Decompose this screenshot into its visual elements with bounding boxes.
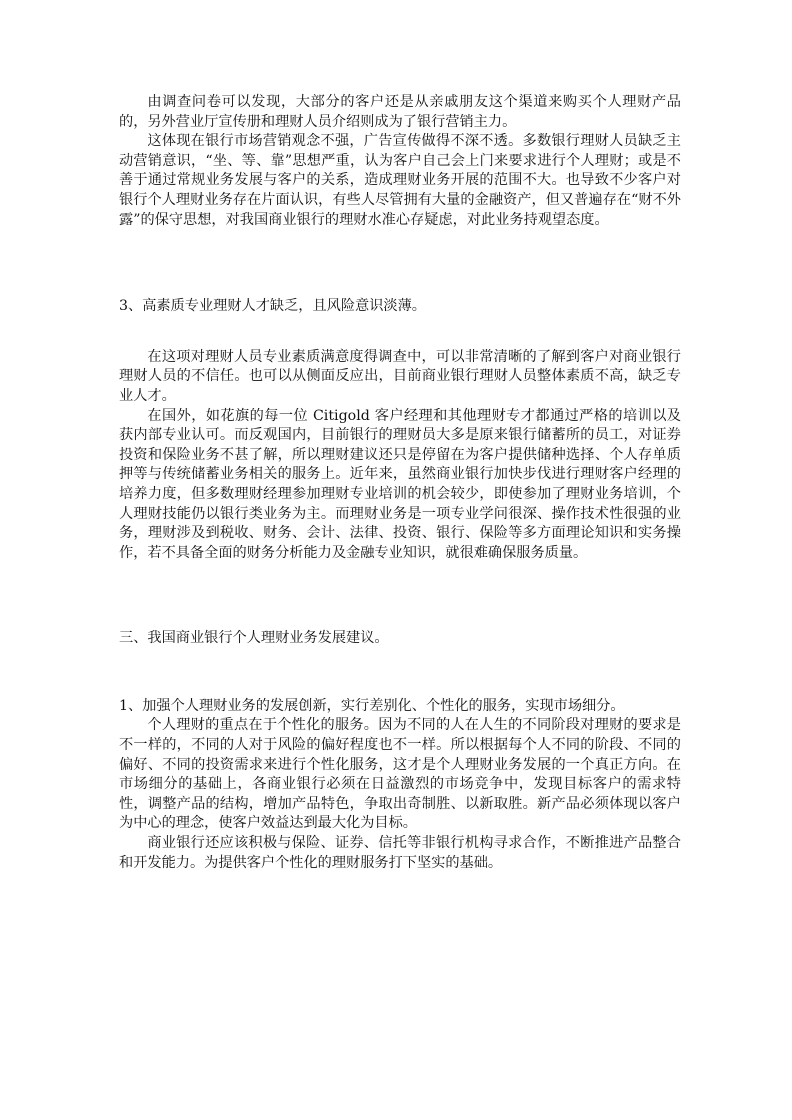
section-1-block <box>119 697 681 873</box>
section-1-heading: 1、加强个人理财业务的发展创新，实行差别化、个性化的服务，实现市场细分。 <box>119 697 625 714</box>
section-1-paragraph-1: 个人理财的重点在于个性化的服务。因为不同的人在人生的不同阶段对理财的要求是不一样的，不同的人对于风险的偏好程度也不一样。所以根据每个人不同的阶段、不同的偏好、不同的投资需求来进行个性化服务，这才是个人理财业务发展的一个真正方向。在市场细分的基础上，各商业银行必须在日益激烈的市场竞争中，发现目标客户的需求特性，调整产品的结构，增加产品特色，争取出奇制胜、以新取胜。新产品必须体现以客户为中心的理念，使客户效益达到最大化为目标。 <box>119 717 681 832</box>
intro-block <box>119 93 681 230</box>
chapter-3-heading: 三、我国商业银行个人理财业务发展建议。 <box>119 630 389 647</box>
section-3-paragraph-1: 在这项对理财人员专业素质满意度得调查中，可以非常清晰的了解到客户对商业银行理财人员的不信任。也可以从侧面反应出，目前商业银行理财人员整体素质不高，缺乏专业人才。 <box>119 348 681 404</box>
document-page <box>119 93 681 873</box>
section-1-paragraph-2: 商业银行还应该积极与保险、证券、信托等非银行机构寻求合作，不断推进产品整合和开发能力。为提供客户个性化的理财服务打下坚实的基础。 <box>119 835 681 871</box>
section-3-heading: 3、高素质专业理财人才缺乏，且风险意识淡薄。 <box>119 298 426 315</box>
intro-paragraph-1: 由调查问卷可以发现，大部分的客户还是从亲戚朋友这个渠道来购买个人理财产品的，另外营业厅宣传册和理财人员介绍则成为了银行营销主力。 <box>119 94 681 130</box>
section-3-block <box>119 348 681 564</box>
section-3-paragraph-2: 在国外，如花旗的每一位 Citigold 客户经理和其他理财专才都通过严格的培训以及获内部专业认可。而反观国内，目前银行的理财员大多是原来银行储蓄所的员工，对证券投资和保险业务不甚了解，所以理财建议还只是停留在为客户提供储种选择、个人存单质押等与传统储蓄业务相关的服务上。近年来，虽然商业银行加快步伐进行理财客户经理的培养力度，但多数理财经理参加理财专业培训的机会较少，即使参加了理财业务培训，个人理财技能仍以银行类业务为主。而理财业务是一项专业学问很深、操作技术性很强的业务，理财涉及到税收、财务、会计、法律、投资、银行、保险等多方面理论知识和实务操作，若不具备全面的财务分析能力及金融专业知识，就很难确保服务质量。 <box>119 407 681 561</box>
intro-paragraph-2: 这体现在银行市场营销观念不强，广告宣传做得不深不透。多数银行理财人员缺乏主动营销意识，“坐、等、靠”思想严重，认为客户自己会上门来要求进行个人理财；或是不善于通过常规业务发展与客户的关系，造成理财业务开展的范围不大。也导致不少客户对银行个人理财业务存在片面认识，有些人尽管拥有大量的金融资产，但又普遍存在“财不外露”的保守思想，对我国商业银行的理财水准心存疑虑，对此业务持观望态度。 <box>119 133 681 228</box>
